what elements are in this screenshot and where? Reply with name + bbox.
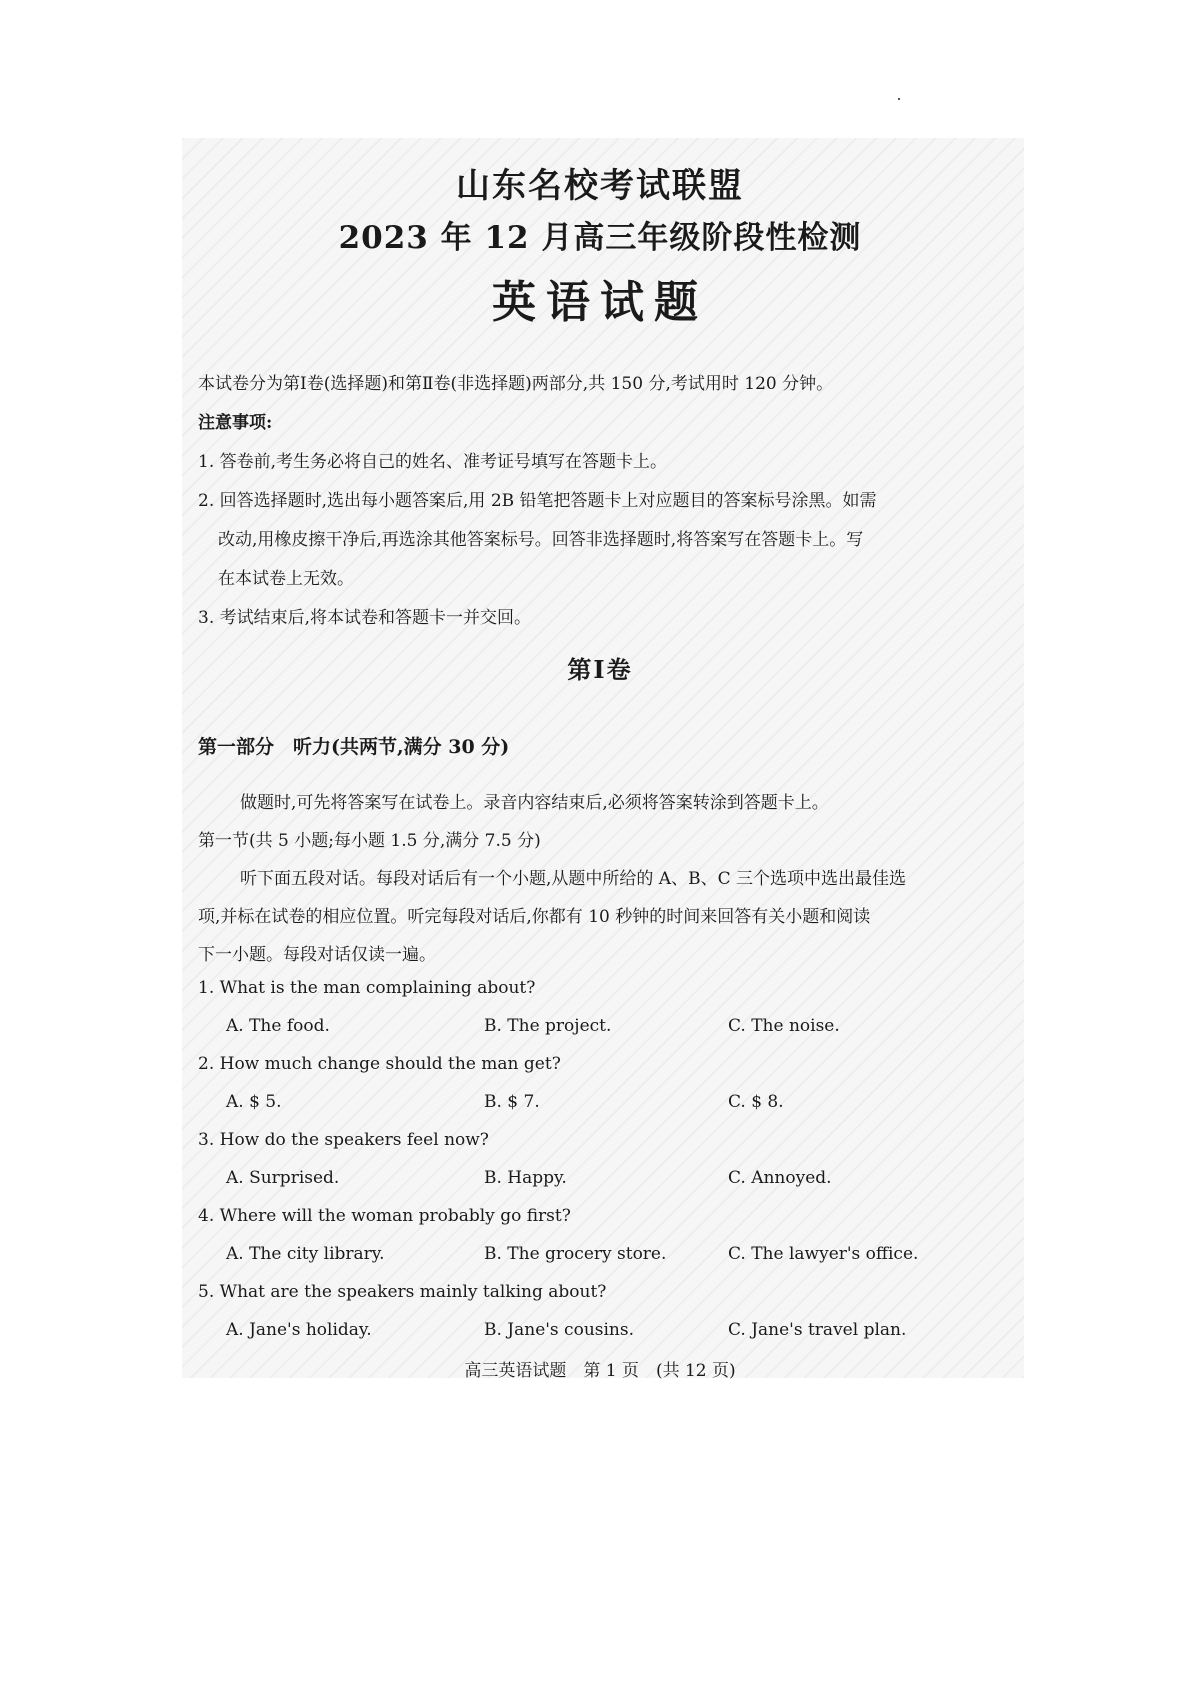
part1-instruction: 做题时,可先将答案写在试卷上。录音内容结束后,必须将答案转涂到答题卡上。 — [240, 793, 829, 813]
question-2-stem: 2. How much change should the man get? — [198, 1054, 561, 1074]
notes-title: 注意事项: — [198, 413, 273, 433]
volume-title: 第Ⅰ卷 — [567, 655, 633, 684]
question-3-stem: 3. How do the speakers feel now? — [198, 1130, 489, 1150]
question-4-option-b: B. The grocery store. — [484, 1244, 667, 1264]
page-footer: 高三英语试题 第 1 页 (共 12 页) — [464, 1361, 736, 1381]
question-4-option-a: A. The city library. — [226, 1244, 385, 1264]
exam-alliance-title: 山东名校考试联盟 — [456, 166, 744, 206]
question-2-option-b: B. $ 7. — [484, 1092, 540, 1112]
question-5-stem: 5. What are the speakers mainly talking about? — [198, 1282, 607, 1302]
section1-title: 第一节(共 5 小题;每小题 1.5 分,满分 7.5 分) — [198, 831, 541, 851]
question-3-option-c: C. Annoyed. — [728, 1168, 832, 1188]
section1-instruction-cont2: 下一小题。每段对话仅读一遍。 — [198, 945, 436, 965]
note-2: 2. 回答选择题时,选出每小题答案后,用 2B 铅笔把答题卡上对应题目的答案标号涂黑。如需 — [198, 491, 877, 511]
question-4-stem: 4. Where will the woman probably go first? — [198, 1206, 571, 1226]
note-3: 3. 考试结束后,将本试卷和答题卡一并交回。 — [198, 608, 532, 628]
section1-instruction: 听下面五段对话。每段对话后有一个小题,从题中所给的 A、B、C 三个选项中选出最佳选 — [240, 869, 906, 889]
section1-instruction-cont: 项,并标在试卷的相应位置。听完每段对话后,你都有 10 秒钟的时间来回答有关小题和阅读 — [198, 907, 871, 927]
exam-date-title: 2023 年 12 月高三年级阶段性检测 — [338, 220, 862, 256]
part1-title: 第一部分 听力(共两节,满分 30 分) — [198, 736, 510, 758]
note-1: 1. 答卷前,考生务必将自己的姓名、准考证号填写在答题卡上。 — [198, 452, 668, 472]
intro-text: 本试卷分为第Ⅰ卷(选择题)和第Ⅱ卷(非选择题)两部分,共 150 分,考试用时 120 分钟。 — [198, 374, 834, 394]
question-4-option-c: C. The lawyer's office. — [728, 1244, 919, 1264]
exam-subject-title: 英语试题 — [492, 277, 708, 328]
question-2-option-a: A. $ 5. — [226, 1092, 282, 1112]
note-2-cont: 改动,用橡皮擦干净后,再选涂其他答案标号。回答非选择题时,将答案写在答题卡上。写 — [218, 530, 864, 550]
question-1-option-b: B. The project. — [484, 1016, 612, 1036]
note-2-cont2: 在本试卷上无效。 — [218, 569, 354, 589]
question-2-option-c: C. $ 8. — [728, 1092, 784, 1112]
question-3-option-b: B. Happy. — [484, 1168, 567, 1188]
question-1-option-a: A. The food. — [226, 1016, 330, 1036]
question-3-option-a: A. Surprised. — [226, 1168, 340, 1188]
question-5-option-a: A. Jane's holiday. — [226, 1320, 372, 1340]
scan-speck — [898, 98, 900, 100]
question-5-option-b: B. Jane's cousins. — [484, 1320, 635, 1340]
question-1-stem: 1. What is the man complaining about? — [198, 978, 536, 998]
question-5-option-c: C. Jane's travel plan. — [728, 1320, 907, 1340]
question-1-option-c: C. The noise. — [728, 1016, 840, 1036]
